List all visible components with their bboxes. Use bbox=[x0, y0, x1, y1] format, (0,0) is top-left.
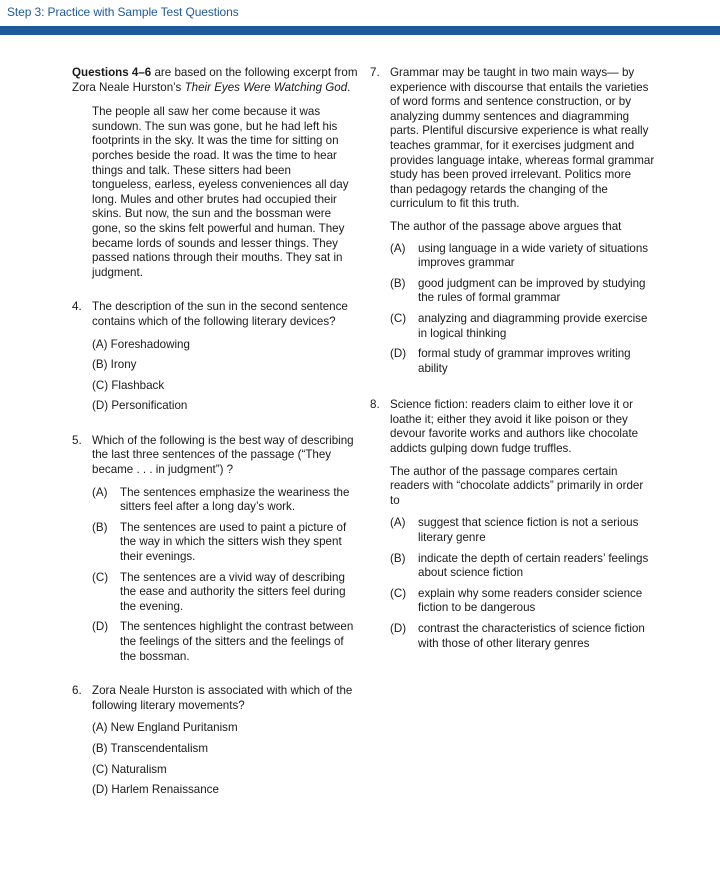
option-text: The sentences highlight the contrast between the feelings of the sitters and the feelings of the bossman. bbox=[120, 620, 354, 663]
intro-book-title: Their Eyes Were Watching God bbox=[184, 80, 348, 94]
question-8 bbox=[370, 398, 655, 651]
option-text: indicate the depth of certain readers’ feelings about science fiction bbox=[418, 551, 649, 580]
question-number: 8. bbox=[370, 398, 380, 412]
intro-text-2: . bbox=[347, 80, 351, 94]
option-text: suggest that science fiction is not a serious literary genre bbox=[418, 516, 639, 545]
question-6 bbox=[72, 684, 362, 798]
option-text: contrast the characteristics of science fiction with those of other literary genres bbox=[418, 622, 645, 650]
option-text: The sentences emphasize the weariness the sitters feel after a long day’s work. bbox=[120, 485, 350, 514]
answer-option[interactable] bbox=[92, 486, 362, 515]
option-letter: (B) bbox=[390, 276, 406, 290]
answer-option[interactable] bbox=[390, 622, 655, 651]
option-text: using language in a wide variety of situations improves grammar bbox=[418, 241, 649, 270]
answer-option[interactable]: (A) Foreshadowing bbox=[92, 337, 190, 351]
question-stem: The description of the sun in the second sentence contains which of the following literary devices? bbox=[92, 300, 348, 328]
left-column bbox=[72, 66, 362, 798]
option-letter: (D) bbox=[92, 620, 109, 634]
answer-option[interactable] bbox=[390, 242, 655, 271]
answer-option[interactable] bbox=[390, 552, 655, 581]
page-header-title: Step 3: Practice with Sample Test Questions bbox=[7, 5, 239, 19]
answer-option[interactable]: (D) Personification bbox=[92, 399, 188, 413]
answer-option[interactable]: (C) Flashback bbox=[92, 378, 165, 392]
answer-option[interactable]: (B) Transcendentalism bbox=[92, 741, 208, 755]
answer-option[interactable] bbox=[92, 521, 362, 565]
option-letter: (B) bbox=[390, 551, 406, 565]
answer-option[interactable] bbox=[390, 587, 655, 616]
option-text: explain why some readers consider science fiction to be dangerous bbox=[418, 586, 643, 615]
answer-option[interactable]: (B) Irony bbox=[92, 358, 137, 372]
option-letter: (A) bbox=[92, 485, 108, 499]
question-stem: Zora Neale Hurston is associated with which of the following literary movements? bbox=[92, 684, 353, 712]
answer-option[interactable]: (A) New England Puritanism bbox=[92, 721, 238, 735]
question-number: 4. bbox=[72, 300, 82, 314]
hurston-passage: The people all saw her come because it was sundown. The sun was gone, but he had left his footprints in the sky. It was the time for sitting on porches beside the road. It was the time to hear things and talk. These sitters had been tongueless, earless, eyeless conveniences all day long. Mules and other brutes had occupied their skins. But now, the sun and the bossman were gone, so the skins felt powerful and human. They became lords of sounds and lesser things. They passed nations through their mouths. They sat in judgment. bbox=[92, 105, 349, 279]
right-column bbox=[370, 66, 655, 651]
option-letter: (D) bbox=[390, 622, 407, 635]
answer-option[interactable] bbox=[92, 571, 362, 615]
answer-option[interactable] bbox=[390, 277, 655, 306]
question-stem: The author of the passage above argues that bbox=[390, 219, 622, 233]
passage-intro bbox=[72, 66, 362, 95]
question-stem: Which of the following is the best way of describing the last three sentences of the passage (“They became . . . in judgment”) ? bbox=[92, 433, 354, 477]
option-text: formal study of grammar improves writing ability bbox=[418, 347, 631, 375]
answer-option[interactable] bbox=[390, 312, 655, 341]
option-letter: (B) bbox=[92, 520, 108, 534]
question-passage: Science fiction: readers claim to either love it or loathe it; either they avoid it like poison or they devour favorite works and authors like chocolate addicts gulping down fudge truffles. bbox=[390, 398, 639, 456]
option-text: good judgment can be improved by studying the rules of formal grammar bbox=[418, 276, 646, 305]
answer-option[interactable] bbox=[390, 516, 655, 545]
option-letter: (A) bbox=[390, 516, 406, 530]
question-4 bbox=[72, 300, 362, 414]
question-number: 7. bbox=[370, 66, 380, 79]
option-text: The sentences are a vivid way of describing the ease and authority the sitters feel during the evening. bbox=[120, 570, 346, 613]
question-number: 5. bbox=[72, 433, 82, 447]
question-5 bbox=[72, 434, 362, 664]
answer-option[interactable]: (C) Naturalism bbox=[92, 762, 167, 776]
option-letter: (C) bbox=[92, 570, 109, 584]
question-7 bbox=[370, 66, 655, 376]
option-text: analyzing and diagramming provide exercise in logical thinking bbox=[418, 311, 648, 340]
answer-option[interactable] bbox=[92, 620, 362, 664]
option-letter: (A) bbox=[390, 241, 406, 255]
question-number: 6. bbox=[72, 684, 82, 698]
option-text: The sentences are used to paint a picture of the way in which the sitters wish they spent their evenings. bbox=[120, 520, 347, 564]
answer-option[interactable]: (D) Harlem Renaissance bbox=[92, 783, 219, 797]
question-stem: The author of the passage compares certain readers with “chocolate addicts” primarily in order to bbox=[390, 464, 644, 507]
intro-text-1: are based on the following excerpt from Zora Neale Hurston’s bbox=[72, 66, 358, 94]
option-letter: (C) bbox=[390, 586, 407, 600]
header-bar bbox=[0, 26, 720, 35]
question-passage: Grammar may be taught in two main ways— by experience with discourse that entails the varieties of word forms and sentence construction, or by analyzing dummy sentences and diagramming parts. Plentiful discursive experience is what really teaches grammar, for it exercises judgment and provides language intake, whereas formal grammar study has been proved irrelevant. Politics more than pedagogy retards the changing of the curriculum to fit this truth. bbox=[390, 66, 655, 211]
answer-option[interactable] bbox=[390, 347, 655, 376]
option-letter: (D) bbox=[390, 347, 407, 361]
intro-bold: Questions 4–6 bbox=[72, 66, 152, 79]
option-letter: (C) bbox=[390, 311, 407, 325]
